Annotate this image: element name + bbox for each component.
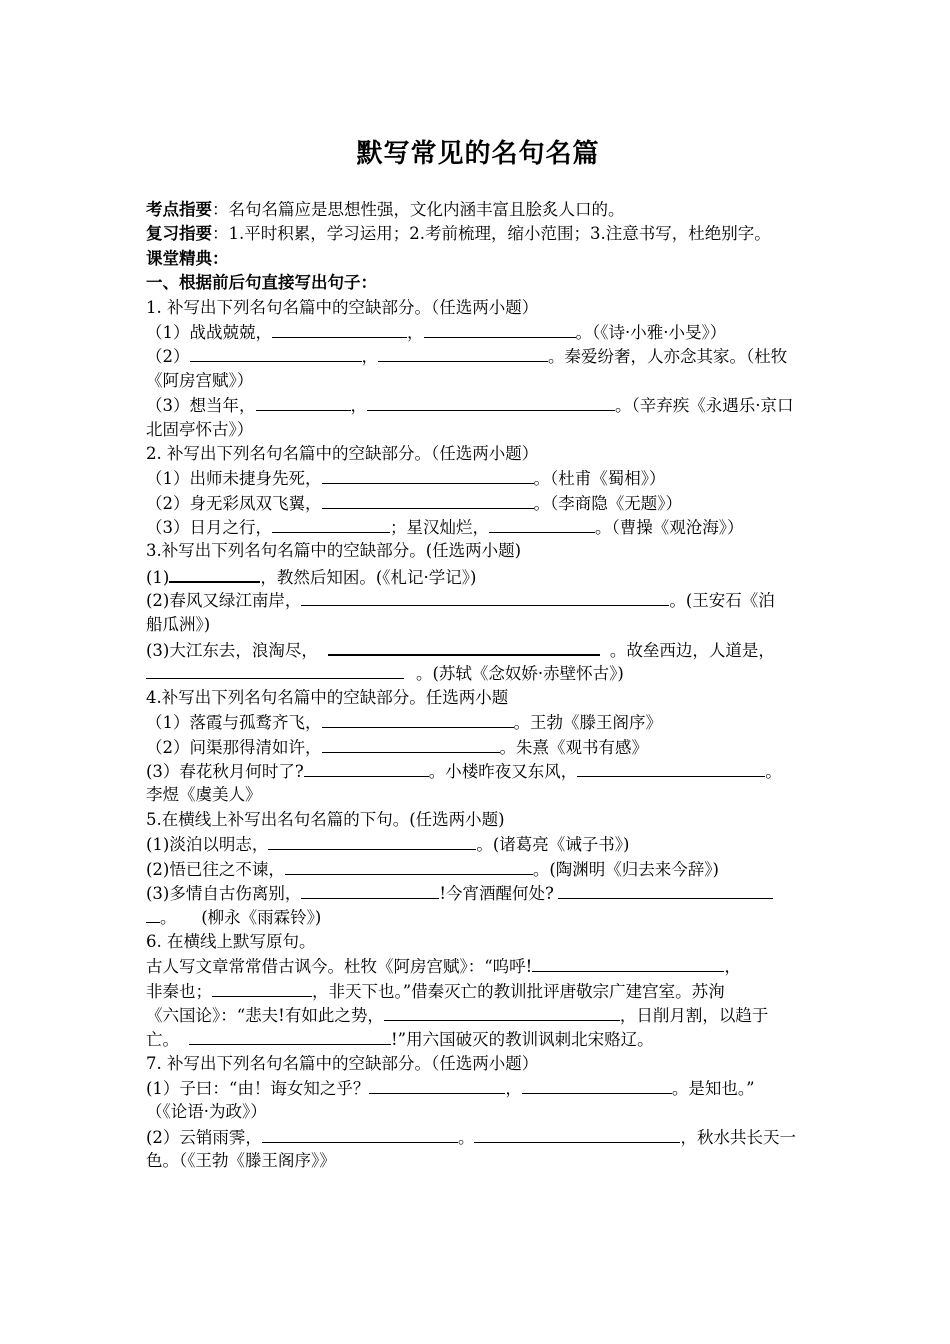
answer-blank[interactable] xyxy=(146,661,404,679)
q5-item2-source: 。(陶渊明《归去来今辞》) xyxy=(532,859,719,879)
answer-blank[interactable] xyxy=(532,954,724,972)
ketang-line xyxy=(146,247,810,271)
q6-line3 xyxy=(146,1003,810,1027)
q1-item3-text: （3）想当年， xyxy=(146,396,256,416)
answer-blank[interactable] xyxy=(146,905,160,923)
answer-blank[interactable] xyxy=(272,320,407,338)
answer-blank[interactable] xyxy=(169,564,260,583)
q5-heading: 5.在横线上补写出名句名篇的下句。(任选两小题) xyxy=(146,809,505,829)
q7-item1-text: (1）子曰：“由！诲女知之乎？ xyxy=(146,1079,370,1099)
q1-item3 xyxy=(146,393,810,417)
q1-item2-source: 《阿房宫赋》） xyxy=(146,370,254,390)
q7-item1-text: 。是知也。” xyxy=(671,1079,755,1099)
q6-text: ， xyxy=(724,957,741,977)
q6-text: 古人写文章常常借古讽今。杜牧《阿房宫赋》：“呜呼! xyxy=(146,957,533,977)
answer-blank[interactable] xyxy=(272,515,390,533)
answer-blank[interactable] xyxy=(577,759,765,777)
kaodian-label: 考点指要 xyxy=(146,200,212,219)
answer-blank[interactable] xyxy=(384,1003,620,1021)
q3-item3-source: 。(苏轼《念奴娇·赤壁怀古》) xyxy=(416,664,624,684)
q5-item1-text: (1)淡泊以明志， xyxy=(146,835,269,855)
q3-item3 xyxy=(146,637,810,661)
document-body xyxy=(146,198,810,1174)
answer-blank[interactable] xyxy=(489,515,595,533)
q2-item3-source: 。（曹操《观沧海》） xyxy=(595,518,744,538)
q2-item2-source: 。（李商隐《无题》） xyxy=(533,493,682,513)
answer-blank[interactable] xyxy=(424,320,576,338)
kaodian-line xyxy=(146,198,810,222)
answer-blank[interactable] xyxy=(367,393,615,411)
q3-item1-text: (1) xyxy=(146,567,170,587)
q3-item2-text: (2)春风又绿江南岸， xyxy=(146,591,302,611)
q6-heading: 6. 在横线上默写原句。 xyxy=(146,931,316,951)
answer-blank[interactable] xyxy=(474,1125,680,1143)
q5-item3 xyxy=(146,881,810,905)
q7-item2-text: ，秋水共长天一 xyxy=(680,1127,796,1147)
q3-item2-text: 。(王安石《泊 xyxy=(669,591,775,611)
ketang-text: ： xyxy=(212,248,229,268)
q4-item3-text: 。 xyxy=(765,761,782,781)
q2-item1-text: （1）出师未捷身先死， xyxy=(146,469,322,489)
q5-item3-text: !今宵酒醒何处? xyxy=(439,883,554,903)
q2-item1 xyxy=(146,466,810,490)
answer-blank[interactable] xyxy=(262,1125,458,1143)
q4-item3 xyxy=(146,759,810,783)
q2-item1-source: 。（杜甫《蜀相》） xyxy=(533,469,666,489)
q7-item2-source: 色。（《王勃《滕王阁序》》 xyxy=(146,1151,336,1171)
q7-item2-text: (2）云销雨霁， xyxy=(146,1127,262,1147)
q6-text: 非秦也； xyxy=(146,981,212,1001)
q2-item3-text: （3）日月之行， xyxy=(146,518,272,538)
q5-item3-text: (3)多情自古伤离别， xyxy=(146,883,302,903)
q7-item2-text: 。 xyxy=(457,1127,475,1147)
q6-text: ，日削月割，以趋于 xyxy=(619,1005,769,1025)
answer-blank[interactable] xyxy=(285,857,533,875)
q4-item3-text: 。小楼昨夜又东风， xyxy=(428,761,578,781)
q6-line4 xyxy=(146,1027,810,1051)
answer-blank[interactable] xyxy=(322,491,534,509)
q4-heading: 4.补写出下列名句名篇中的空缺部分。任选两小题 xyxy=(146,687,509,707)
q6-line2 xyxy=(146,979,810,1003)
q1-item3-text: ， xyxy=(350,396,367,416)
q1-item1 xyxy=(146,320,810,344)
ketang-label: 课堂精典 xyxy=(146,248,212,268)
q4-item1-text: （1）落霞与孤鹜齐飞， xyxy=(146,713,322,733)
q5-item2 xyxy=(146,857,810,881)
q1-item3-text: 。（辛弃疾《永遇乐·京口 xyxy=(615,396,794,416)
q1-heading: 1. 补写出下列名句名篇中的空缺部分。（任选两小题） xyxy=(146,297,539,317)
q1-item2 xyxy=(146,344,810,368)
q1-item1-text: ， xyxy=(407,322,424,342)
q7-item1-text: ， xyxy=(505,1079,522,1099)
q1-item2-text: 。秦爱纷奢，人亦念其家。（杜牧 xyxy=(548,347,788,367)
q4-item3-text: (3）春花秋月何时了? xyxy=(146,761,304,781)
q4-item2-text: （2）问渠那得清如许， xyxy=(146,737,322,757)
q5-item3-source: 。 (柳永《雨霖铃》) xyxy=(160,908,322,928)
kaodian-text: ：名句名篇应是思想性强，文化内涵丰富且脍炙人口的。 xyxy=(212,200,625,219)
answer-blank[interactable] xyxy=(558,881,773,899)
answer-blank[interactable] xyxy=(304,759,429,777)
q3-item3-text: (3)大江东去，浪淘尽， xyxy=(146,641,318,661)
fuxi-line xyxy=(146,222,810,246)
q7-item1-source: （《论语·为政》） xyxy=(146,1102,267,1122)
q3-item3-cont xyxy=(146,661,810,685)
q4-item1-source: 。王勃《滕王阁序》 xyxy=(513,713,662,733)
answer-blank[interactable] xyxy=(190,344,362,362)
answer-blank[interactable] xyxy=(322,466,534,484)
q4-item1 xyxy=(146,710,810,734)
q3-item1-source: ，教然后知困。(《札记·学记》) xyxy=(260,567,477,587)
q5-item2-text: (2)悟已往之不谏， xyxy=(146,859,285,879)
answer-blank[interactable] xyxy=(522,1076,672,1094)
section1-heading: 一、根据前后句直接写出句子： xyxy=(146,273,377,293)
q7-heading: 7. 补写出下列名句名篇中的空缺部分。（任选两小题） xyxy=(146,1053,539,1073)
q2-item2 xyxy=(146,491,810,515)
q3-heading: 3.补写出下列名句名篇中的空缺部分。(任选两小题) xyxy=(146,541,522,561)
answer-blank[interactable] xyxy=(212,979,312,997)
answer-blank[interactable] xyxy=(378,344,548,362)
answer-blank[interactable] xyxy=(369,1076,505,1094)
answer-blank[interactable] xyxy=(322,710,514,728)
q2-item3 xyxy=(146,515,810,539)
answer-blank[interactable] xyxy=(301,588,669,606)
fuxi-label: 复习指要 xyxy=(146,224,212,244)
q1-item3-source: 北固亭怀古》） xyxy=(146,419,254,439)
q1-item1-text: （1）战战兢兢， xyxy=(146,322,272,342)
answer-blank[interactable] xyxy=(189,1027,391,1045)
q3-item2-source: 船瓜洲》) xyxy=(146,614,211,634)
q5-item3-cont xyxy=(146,905,810,929)
q6-text: 亡。 xyxy=(146,1030,179,1050)
q6-text: 《六国论》：“悲夫!有如此之势， xyxy=(146,1005,384,1025)
q6-line1 xyxy=(146,954,810,978)
q4-item3-source: 李煜《虞美人》 xyxy=(146,785,262,805)
answer-blank[interactable] xyxy=(301,881,439,899)
answer-blank[interactable] xyxy=(322,735,500,753)
q1-item1-source: 。（《诗·小雅·小旻》） xyxy=(575,322,727,342)
fuxi-text: ：1.平时积累，学习运用；2.考前梳理，缩小范围；3.注意书写，杜绝别字。 xyxy=(212,224,771,244)
answer-blank[interactable] xyxy=(268,832,476,850)
answer-blank[interactable] xyxy=(256,393,351,411)
answer-blank[interactable] xyxy=(328,637,600,656)
q3-item3-text: 。故垒西边，人道是， xyxy=(609,641,775,661)
q7-item1 xyxy=(146,1076,810,1100)
q2-heading: 2. 补写出下列名句名篇中的空缺部分。（任选两小题） xyxy=(146,443,539,463)
page-title: 默写常见的名句名篇 xyxy=(356,139,600,169)
q4-item2 xyxy=(146,735,810,759)
q3-item2 xyxy=(146,588,810,612)
q1-item2-text: ， xyxy=(361,347,378,367)
q1-item2-text: （2） xyxy=(146,347,190,367)
q6-text: ，非天下也。”借秦灭亡的教训批评唐敬宗广建宫室。苏洵 xyxy=(312,981,725,1001)
q5-item1-source: 。(诸葛亮《诫子书》) xyxy=(476,835,630,855)
q3-item1 xyxy=(146,564,810,588)
q2-item2-text: （2）身无彩凤双飞翼， xyxy=(146,493,322,513)
q4-item2-source: 。朱熹《观书有感》 xyxy=(499,737,648,757)
q2-item3-text: ；星汉灿烂， xyxy=(390,518,489,538)
q6-text: !”用六国破灭的教训讽刺北宋赂辽。 xyxy=(391,1030,654,1050)
q7-item2 xyxy=(146,1125,810,1149)
q5-item1 xyxy=(146,832,810,856)
